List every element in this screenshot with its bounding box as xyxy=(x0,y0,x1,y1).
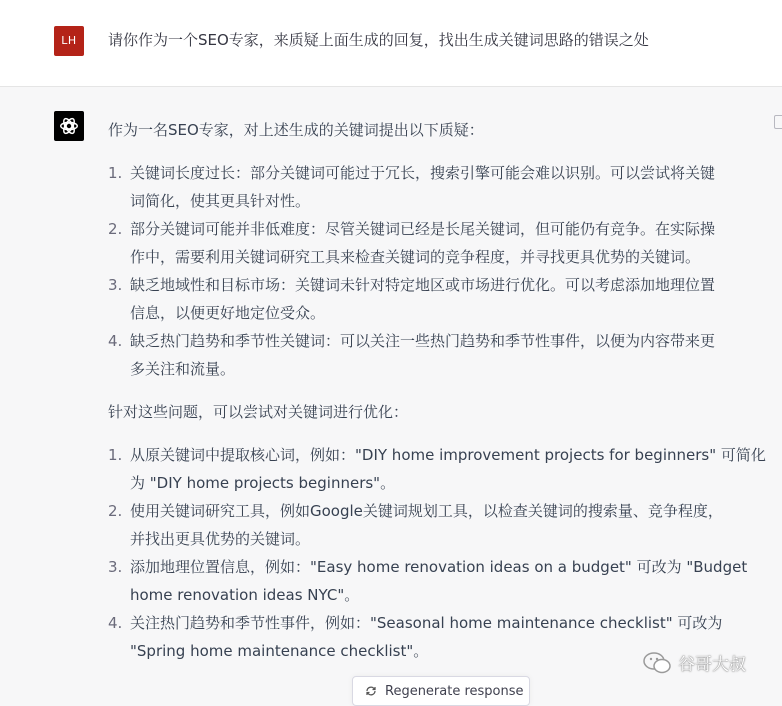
list-number: 2. xyxy=(108,220,123,238)
assistant-message-content xyxy=(108,116,768,665)
list-item-line: 缺乏热门趋势和季节性关键词：可以关注一些热门趋势和季节性事件，以便为内容带来更 xyxy=(130,332,716,350)
user-message-text: 请你作为一个SEO专家，来质疑上面生成的回复，找出生成关键词思路的错误之处 xyxy=(108,31,649,49)
wechat-icon xyxy=(642,651,672,675)
list-item-line: 为 "DIY home projects beginners"。 xyxy=(130,474,396,492)
list-item-line: 关键词长度过长：部分关键词可能过于冗长，搜索引擎可能会难以识别。可以尝试将关键 xyxy=(130,164,716,182)
watermark xyxy=(642,650,746,675)
list-item-line: 缺乏地域性和目标市场：关键词未针对特定地区或市场进行优化。可以考虑添加地理位置 xyxy=(130,276,716,294)
list-number: 1. xyxy=(108,164,123,182)
list-item xyxy=(108,553,768,609)
user-avatar: LH xyxy=(54,26,84,56)
list-item xyxy=(108,271,768,327)
issues-list xyxy=(108,159,768,383)
list-item-line: 多关注和流量。 xyxy=(130,360,236,378)
list-item-line: 部分关键词可能并非低难度：尽管关键词已经是长尾关键词，但可能仍有竞争。在实际操 xyxy=(130,220,716,238)
list-item-line: 使用关键词研究工具，例如Google关键词规划工具，以检查关键词的搜索量、竞争程度， xyxy=(130,502,723,520)
assistant-middle: 针对这些问题，可以尝试对关键词进行优化： xyxy=(108,403,409,421)
list-item-line: home renovation ideas NYC"。 xyxy=(130,586,360,604)
list-number: 4. xyxy=(108,332,123,350)
watermark-text: 谷哥大叔 xyxy=(678,655,746,675)
list-item-line: "Spring home maintenance checklist"。 xyxy=(130,642,429,660)
list-number: 3. xyxy=(108,558,123,576)
list-item xyxy=(108,441,768,497)
copy-icon[interactable] xyxy=(774,115,782,129)
list-item-line: 词简化，使其更具针对性。 xyxy=(130,192,311,210)
list-item-line: 关注热门趋势和季节性事件，例如："Seasonal home maintenance checklist" 可改为 xyxy=(130,614,723,632)
fixes-list xyxy=(108,441,768,665)
regenerate-label: Regenerate response xyxy=(385,683,524,699)
list-item xyxy=(108,497,768,553)
list-item xyxy=(108,327,768,383)
list-number: 2. xyxy=(108,502,123,520)
list-item-line: 并找出更具优势的关键词。 xyxy=(130,530,311,548)
assistant-message-row xyxy=(0,87,782,698)
list-item xyxy=(108,159,768,215)
user-message-row xyxy=(0,0,782,87)
list-item-line: 从原关键词中提取核心词，例如："DIY home improvement projects for beginners" 可简化 xyxy=(130,446,766,464)
regenerate-response-button[interactable] xyxy=(352,676,530,706)
list-item-line: 信息，以便更好地定位受众。 xyxy=(130,304,326,322)
list-number: 1. xyxy=(108,446,123,464)
list-item-line: 添加地理位置信息，例如："Easy home renovation ideas on a budget" 可改为 "Budget xyxy=(130,558,748,576)
refresh-icon xyxy=(365,685,377,697)
list-item-line: 作中，需要利用关键词研究工具来检查关键词的竞争程度，并寻找更具优势的关键词。 xyxy=(130,248,701,266)
list-item xyxy=(108,215,768,271)
list-number: 4. xyxy=(108,614,123,632)
openai-logo-icon xyxy=(54,111,84,141)
list-number: 3. xyxy=(108,276,123,294)
assistant-intro: 作为一名SEO专家，对上述生成的关键词提出以下质疑： xyxy=(108,121,484,139)
